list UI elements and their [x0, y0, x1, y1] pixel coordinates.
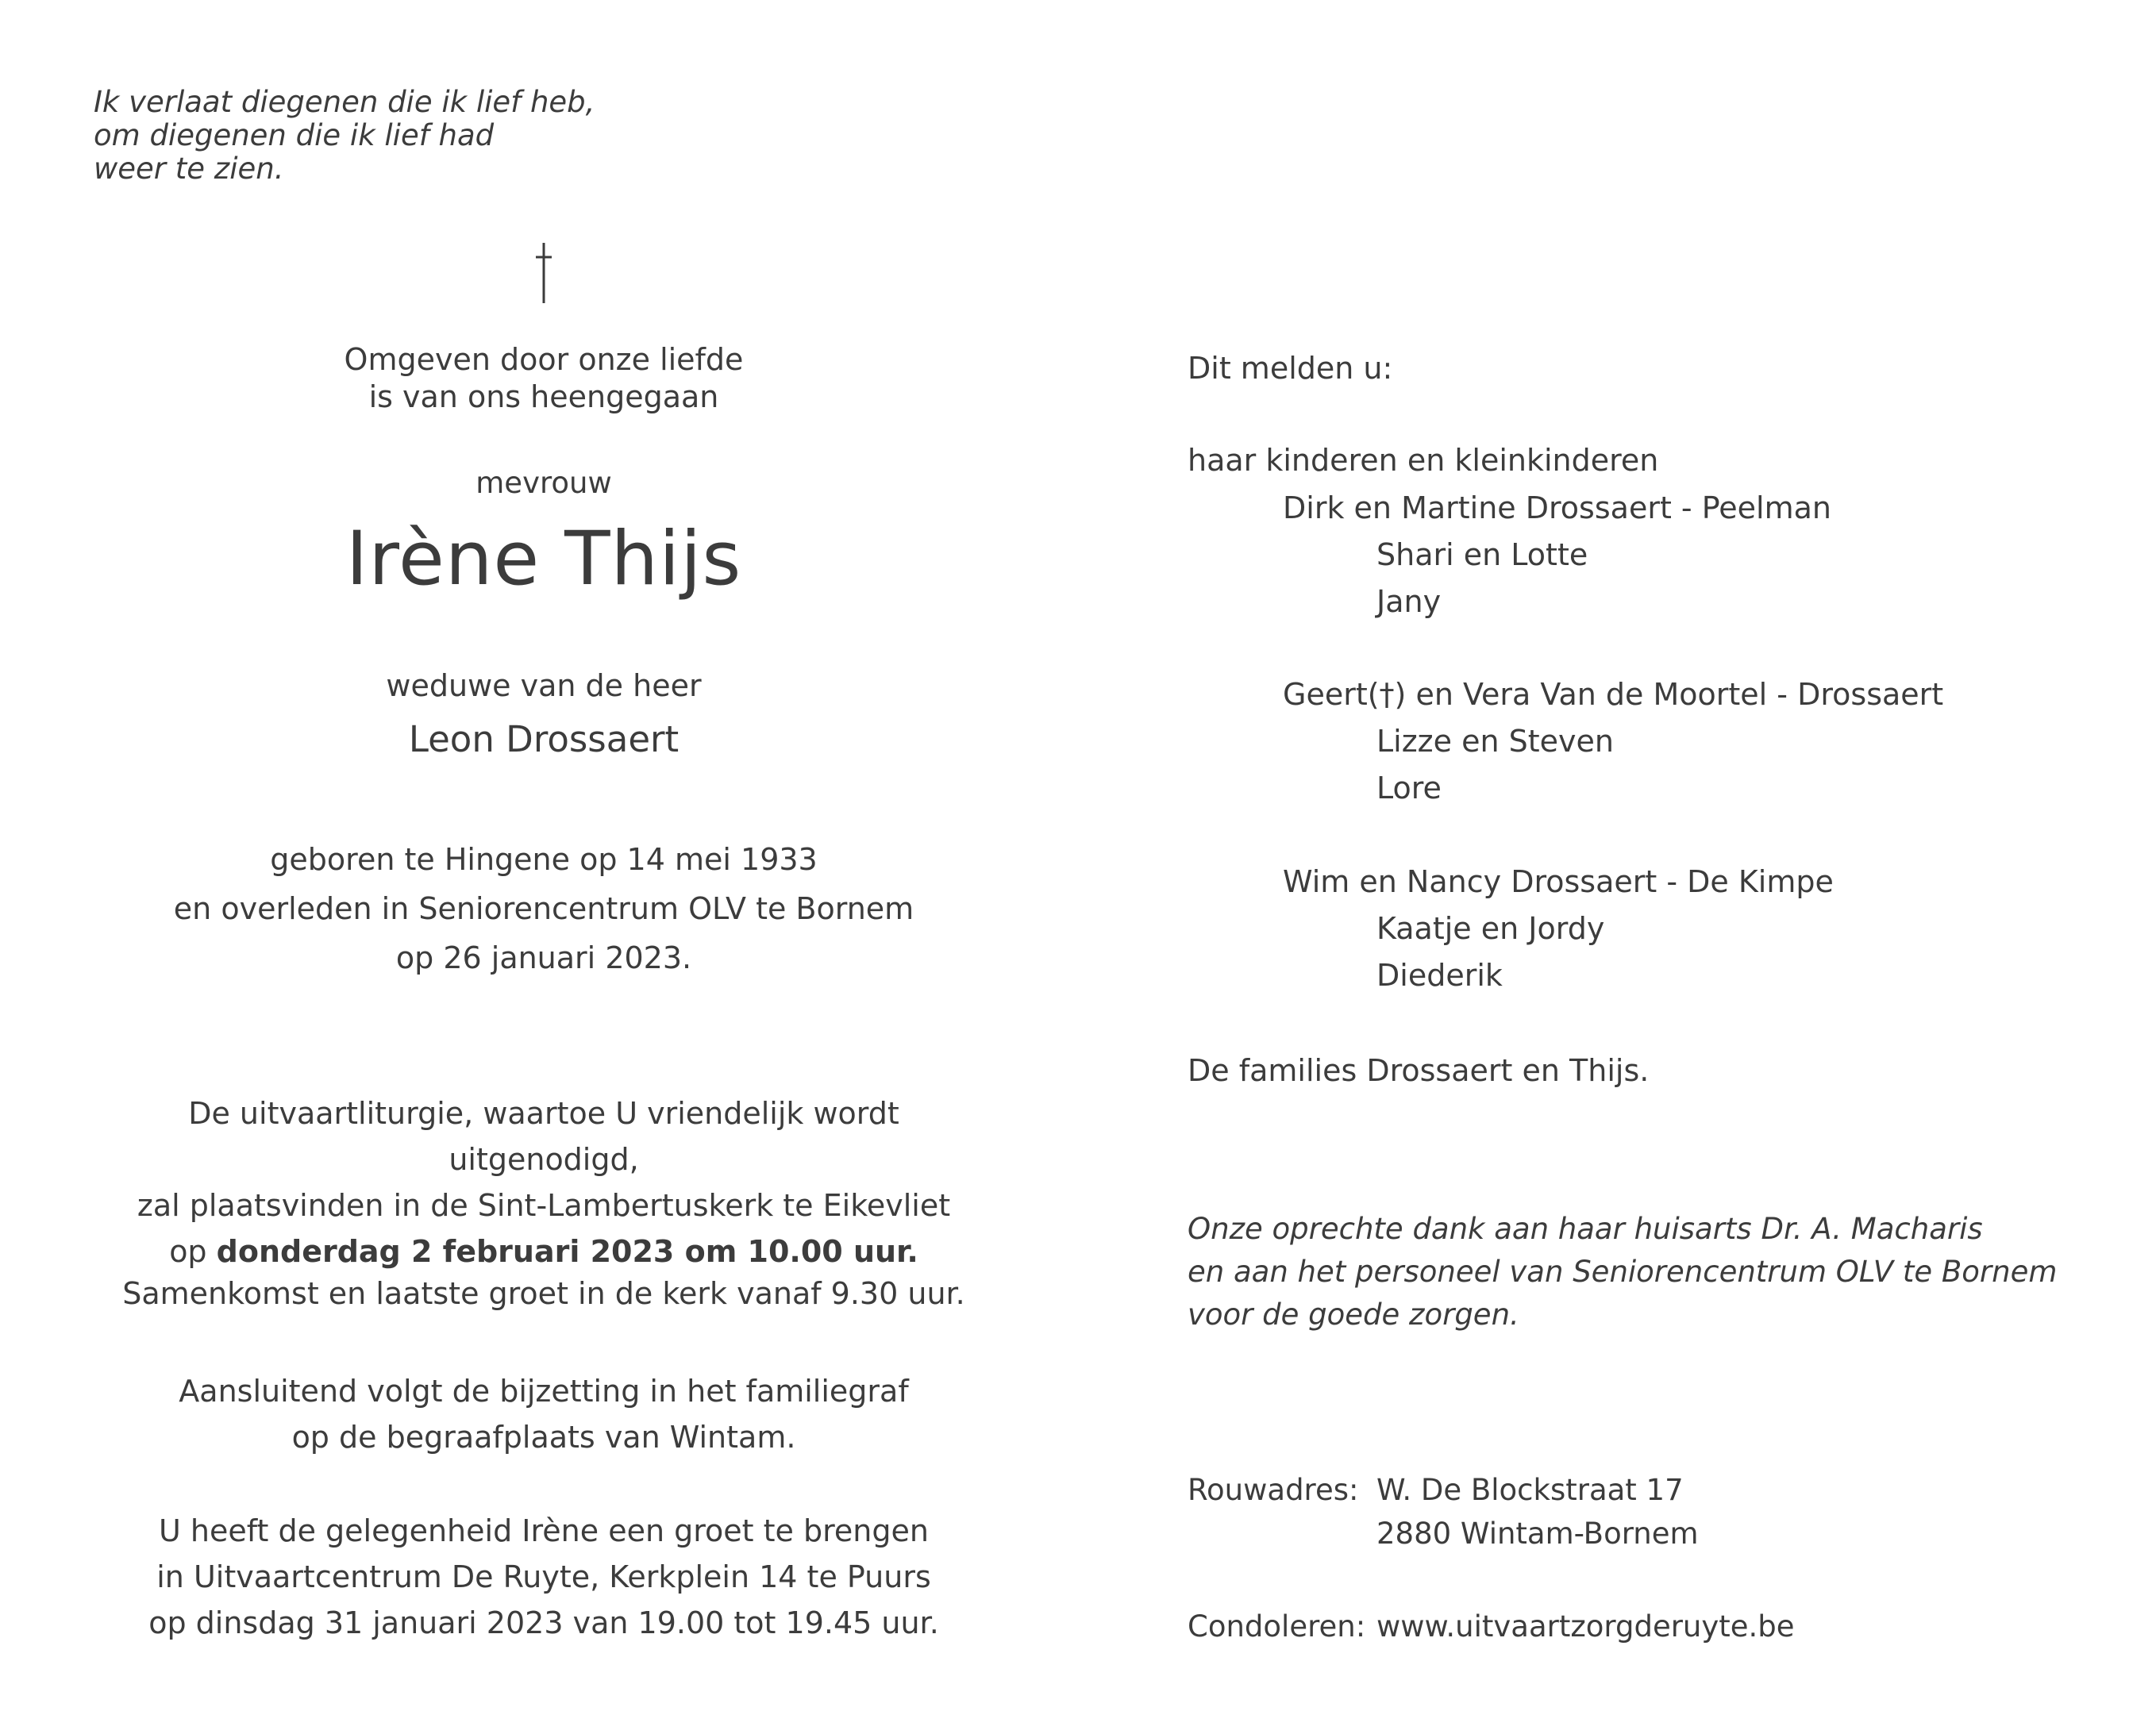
- intro-line-1: Omgeven door onze liefde: [344, 342, 744, 377]
- motto: [94, 86, 595, 186]
- funeral-info: [95, 1090, 992, 1275]
- intro-text: [95, 341, 992, 416]
- birth-death-info: [95, 835, 992, 982]
- motto-line-3: weer te zien.: [94, 152, 284, 186]
- visit-line-1: U heeft de gelegenheid Irène een groet te brengen: [159, 1513, 929, 1548]
- grandchild: Jany: [1376, 584, 1442, 619]
- deceased-name: Irène Thijs: [345, 516, 742, 602]
- death-place-line: en overleden in Seniorencentrum OLV te Bornem: [173, 891, 914, 926]
- funeral-line-1: De uitvaartliturgie, waartoe U vriendelijk wordt uitgenodigd,: [188, 1096, 899, 1177]
- birth-line: geboren te Hingene op 14 mei 1933: [270, 842, 818, 877]
- burial-line-1: Aansluitend volgt de bijzetting in het familiegraf: [179, 1374, 909, 1409]
- family-couple: Wim en Nancy Drossaert - De Kimpe: [1283, 864, 1834, 899]
- funeral-date-prefix: op: [169, 1234, 217, 1269]
- announcement: Dit melden u:: [1188, 351, 1393, 386]
- intro-line-2: is van ons heengegaan: [368, 379, 719, 414]
- grandchild: Kaatje en Jordy: [1376, 911, 1605, 946]
- motto-line-2: om diegenen die ik lief had: [94, 118, 495, 152]
- visitation-info: [95, 1508, 992, 1646]
- title-word: mevrouw: [475, 466, 612, 500]
- funeral-line-2: zal plaatsvinden in de Sint-Lambertuskerk te Eikevliet: [137, 1188, 951, 1223]
- grandchild: Shari en Lotte: [1376, 537, 1588, 572]
- thanks-line-3: voor de goede zorgen.: [1188, 1298, 1519, 1332]
- condolences-link[interactable]: www.uitvaartzorgderuyte.be: [1376, 1609, 1795, 1644]
- visit-line-3: op dinsdag 31 januari 2023 van 19.00 tot 19.45 uur.: [148, 1605, 939, 1640]
- visit-line-2: in Uitvaartcentrum De Ruyte, Kerkplein 14 te Puurs: [156, 1559, 931, 1594]
- family-couple: Dirk en Martine Drossaert - Peelman: [1283, 490, 1831, 525]
- thanks-line-2: en aan het personeel van Seniorencentrum OLV te Bornem: [1188, 1255, 2058, 1289]
- burial-info: [95, 1368, 992, 1460]
- children-label: haar kinderen en kleinkinderen: [1188, 443, 1659, 478]
- gathering-info: Samenkomst en laatste groet in de kerk vanaf 9.30 uur.: [122, 1276, 965, 1311]
- grandchild: Lizze en Steven: [1376, 724, 1614, 759]
- widow-label: weduwe van de heer: [386, 668, 702, 703]
- thanks-line-1: Onze oprechte dank aan haar huisarts Dr. A. Macharis: [1188, 1212, 1983, 1246]
- family-couple: Geert(†) en Vera Van de Moortel - Drossaert: [1283, 677, 1944, 712]
- thanks-text: [1188, 1208, 2057, 1336]
- condolences-label: Condoleren:: [1188, 1609, 1366, 1644]
- cross-icon: [520, 241, 568, 305]
- mourning-address-label: Rouwadres:: [1188, 1473, 1359, 1507]
- death-date-line: op 26 januari 2023.: [395, 940, 692, 975]
- mourning-address-city: 2880 Wintam-Bornem: [1376, 1517, 1699, 1551]
- motto-line-1: Ik verlaat diegenen die ik lief heb,: [94, 85, 595, 119]
- funeral-line-3: [95, 1228, 992, 1275]
- grandchild: Diederik: [1376, 958, 1503, 993]
- mourning-address-street: W. De Blockstraat 17: [1376, 1473, 1684, 1507]
- grandchild: Lore: [1376, 771, 1442, 805]
- burial-line-2: op de begraafplaats van Wintam.: [291, 1420, 796, 1455]
- husband-name: Leon Drossaert: [408, 718, 680, 760]
- extended-families: De families Drossaert en Thijs.: [1188, 1053, 1650, 1088]
- funeral-date: donderdag 2 februari 2023 om 10.00 uur.: [216, 1234, 918, 1269]
